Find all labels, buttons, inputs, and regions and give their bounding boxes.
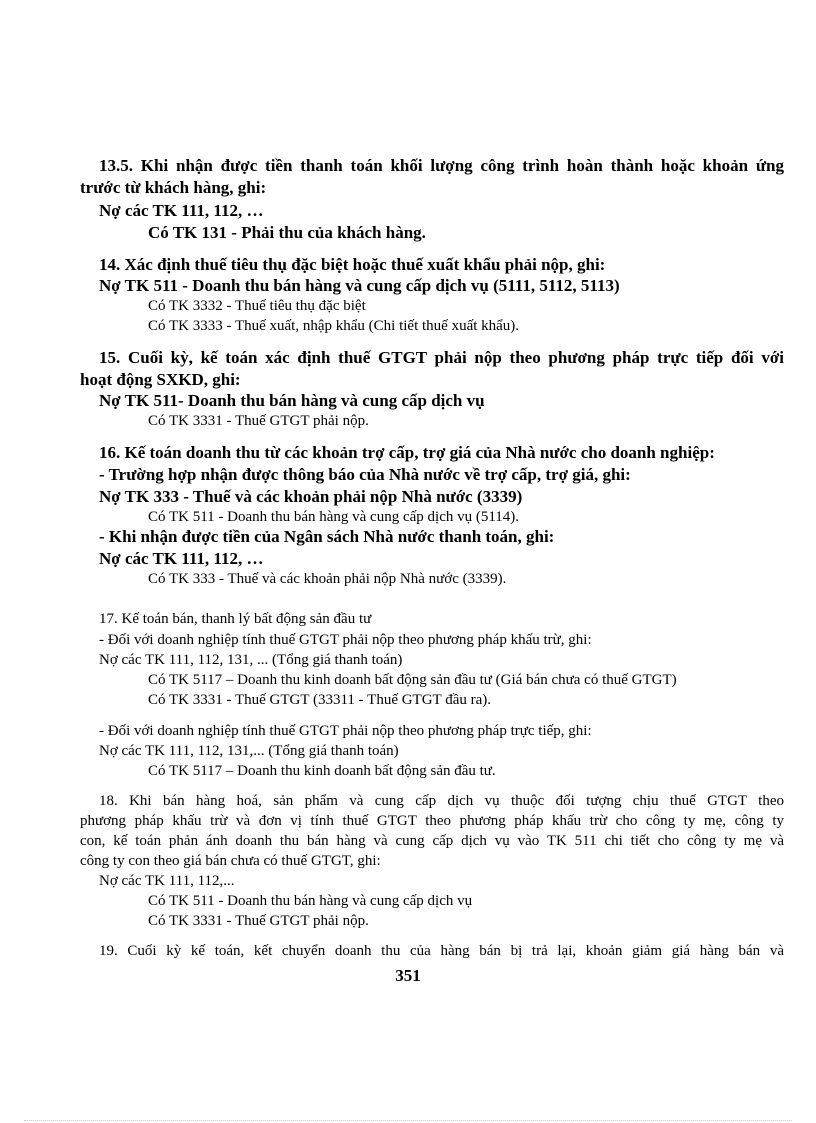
para-18-line-1: 18. Khi bán hàng hoá, sản phẩm và cung cấp dịch vụ thuộc đối tượng chịu thuế GTGT theo [99, 793, 784, 809]
para-17-case-1-credit-2: Có TK 3331 - Thuế GTGT (33311 - Thuế GTGT đầu ra). [148, 692, 492, 708]
para-14-credit-1: Có TK 3332 - Thuế tiêu thụ đặc biệt [148, 298, 366, 314]
para-17-case-1-debit: Nợ các TK 111, 112, 131, ... (Tổng giá thanh toán) [99, 652, 403, 668]
para-15-line-2: hoạt động SXKD, ghi: [80, 370, 241, 389]
para-17-case-2-credit: Có TK 5117 – Doanh thu kinh doanh bất động sản đầu tư. [148, 763, 496, 779]
para-18-debit: Nợ các TK 111, 112,... [99, 873, 235, 889]
para-16-heading: 16. Kế toán doanh thu từ các khoản trợ cấp, trợ giá của Nhà nước cho doanh nghiệp: [99, 443, 715, 462]
para-18-credit-1: Có TK 511 - Doanh thu bán hàng và cung cấp dịch vụ [148, 893, 473, 909]
para-17-case-1: - Đối với doanh nghiệp tính thuế GTGT phải nộp theo phương pháp khấu trừ, ghi: [99, 632, 592, 648]
para-19-line-1: 19. Cuối kỳ kế toán, kết chuyển doanh thu của hàng bán bị trả lại, khoản giảm giá hàng bán và [99, 943, 784, 959]
para-15-credit: Có TK 3331 - Thuế GTGT phải nộp. [148, 413, 369, 429]
para-16-case-1-credit: Có TK 511 - Doanh thu bán hàng và cung cấp dịch vụ (5114). [148, 509, 520, 525]
para-13-5-credit: Có TK 131 - Phải thu của khách hàng. [148, 223, 426, 242]
para-14-heading: 14. Xác định thuế tiêu thụ đặc biệt hoặc thuế xuất khẩu phải nộp, ghi: [99, 255, 606, 274]
para-13-5-line-1: 13.5. Khi nhận được tiền thanh toán khối lượng công trình hoàn thành hoặc khoản ứng [99, 156, 784, 175]
page-number: 351 [395, 966, 421, 985]
para-17-case-1-credit-1: Có TK 5117 – Doanh thu kinh doanh bất động sản đầu tư (Giá bán chưa có thuế GTGT) [148, 672, 677, 688]
para-16-case-1: - Trường hợp nhận được thông báo của Nhà nước về trợ cấp, trợ giá, ghi: [99, 465, 631, 484]
para-16-case-2-debit: Nợ các TK 111, 112, … [99, 549, 264, 568]
para-14-debit: Nợ TK 511 - Doanh thu bán hàng và cung cấp dịch vụ (5111, 5112, 5113) [99, 276, 620, 295]
para-17-case-2-debit: Nợ các TK 111, 112, 131,... (Tổng giá thanh toán) [99, 743, 399, 759]
para-15-line-1: 15. Cuối kỳ, kế toán xác định thuế GTGT phải nộp theo phương pháp trực tiếp đối với [99, 348, 784, 367]
para-17-case-2: - Đối với doanh nghiệp tính thuế GTGT phải nộp theo phương pháp trực tiếp, ghi: [99, 723, 592, 739]
para-18-line-4: công ty con theo giá bán chưa có thuế GTGT, ghi: [80, 853, 381, 869]
para-16-case-2: - Khi nhận được tiền của Ngân sách Nhà nước thanh toán, ghi: [99, 527, 555, 546]
para-16-case-2-credit: Có TK 333 - Thuế và các khoản phải nộp Nhà nước (3339). [148, 571, 507, 587]
para-18-credit-2: Có TK 3331 - Thuế GTGT phải nộp. [148, 913, 369, 929]
para-15-debit: Nợ TK 511- Doanh thu bán hàng và cung cấp dịch vụ [99, 391, 485, 410]
para-18-line-3: con, kế toán phản ánh doanh thu bán hàng và cung cấp dịch vụ vào TK 511 chi tiết cho công ty mẹ và [80, 833, 784, 849]
para-13-5-line-2: trước từ khách hàng, ghi: [80, 178, 267, 197]
para-14-credit-2: Có TK 3333 - Thuế xuất, nhập khẩu (Chi tiết thuế xuất khẩu). [148, 318, 520, 334]
footer-dotted-rule [24, 1120, 792, 1121]
para-17-heading: 17. Kế toán bán, thanh lý bất động sản đầu tư [99, 611, 372, 627]
para-16-case-1-debit: Nợ TK 333 - Thuế và các khoản phải nộp Nhà nước (3339) [99, 487, 523, 506]
para-13-5-debit: Nợ các TK 111, 112, … [99, 201, 264, 220]
para-18-line-2: phương pháp khấu trừ và đơn vị tính thuế GTGT theo phương pháp khấu trừ cho công ty mẹ, công ty [80, 813, 784, 829]
